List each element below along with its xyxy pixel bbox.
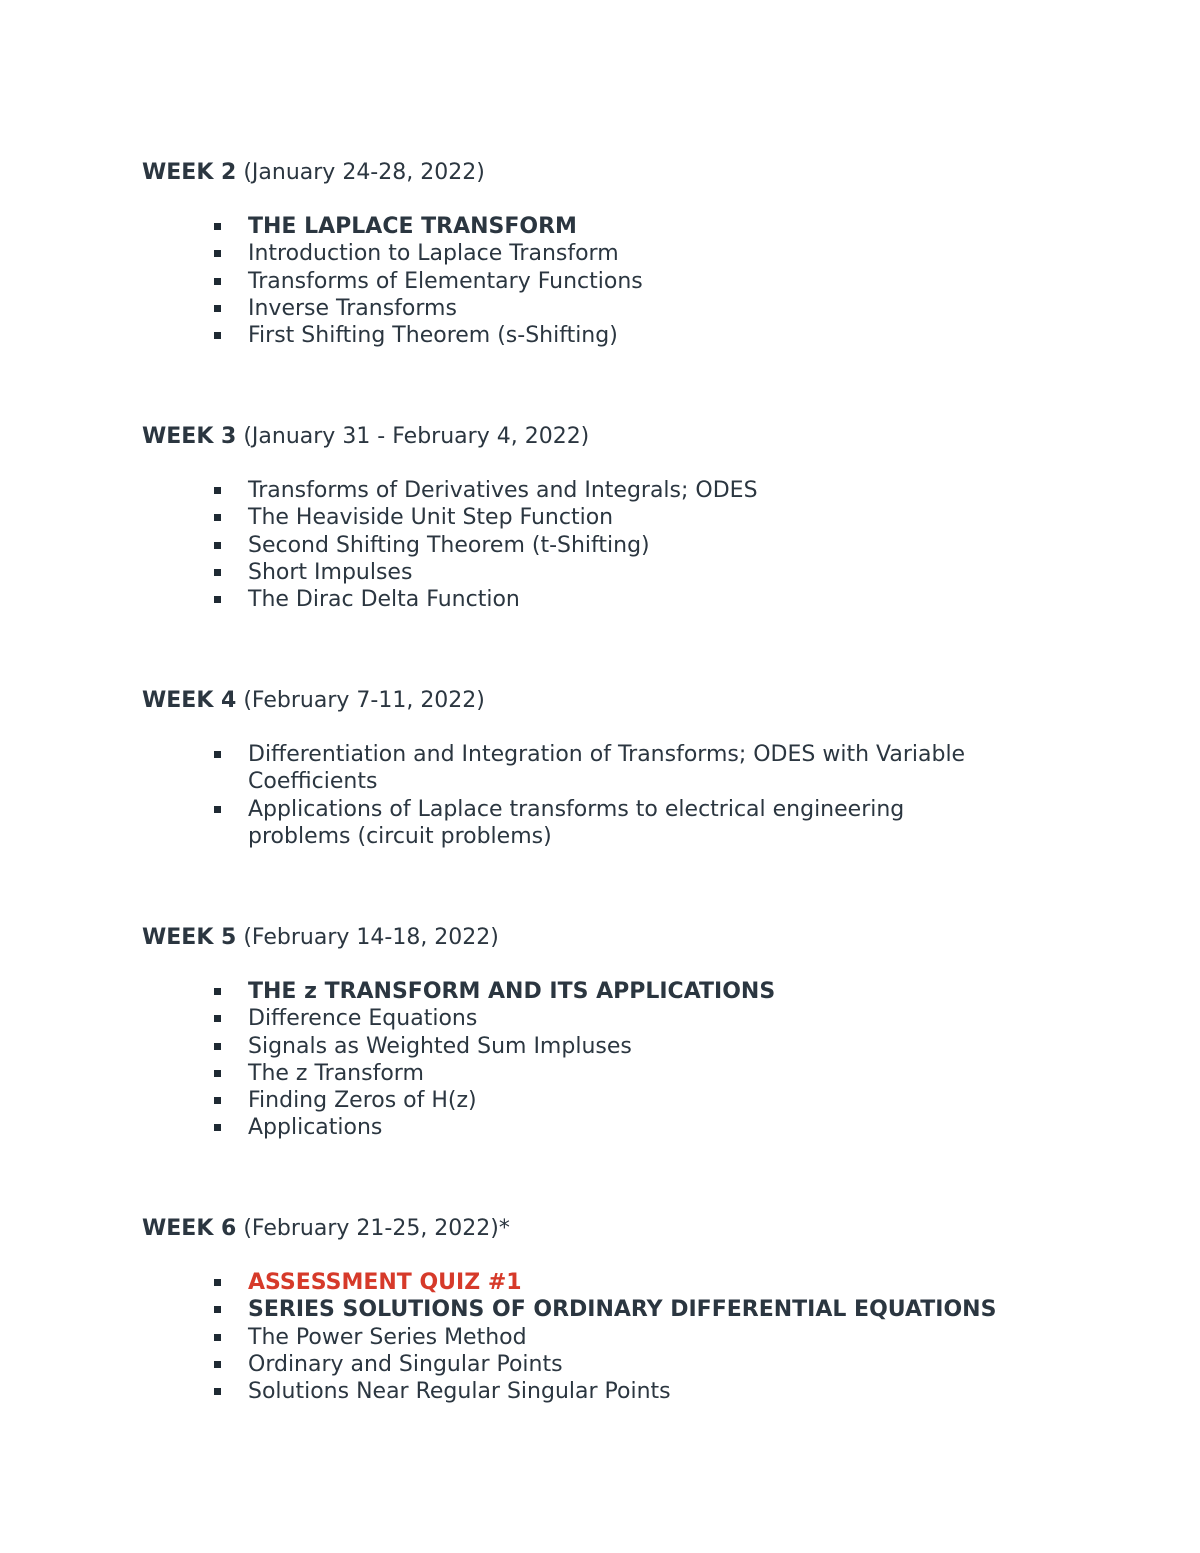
topic-text: Difference Equations	[248, 1006, 478, 1032]
topic-list	[142, 213, 1102, 349]
topic-text: The Power Series Method	[248, 1324, 527, 1350]
week-heading	[142, 687, 1102, 715]
list-item	[142, 978, 1102, 1005]
square-bullet-icon	[214, 250, 221, 257]
list-item	[142, 741, 1048, 796]
square-bullet-icon	[214, 1334, 221, 1341]
list-item	[142, 322, 1102, 349]
list-item	[142, 1114, 1102, 1141]
week-dates: (January 24-28, 2022)	[236, 160, 485, 185]
topic-list	[142, 1269, 1102, 1405]
list-item	[142, 477, 1102, 504]
square-bullet-icon	[214, 596, 221, 603]
week-dates: (February 7-11, 2022)	[236, 688, 485, 713]
list-item	[142, 1033, 1102, 1060]
list-item	[142, 1296, 1102, 1323]
week-dates: (January 31 - February 4, 2022)	[236, 424, 590, 449]
week-label: WEEK 6	[142, 1216, 237, 1241]
topic-text: Inverse Transforms	[248, 295, 457, 321]
week-dates: (February 14-18, 2022)	[236, 925, 499, 950]
square-bullet-icon	[214, 514, 221, 521]
topic-text: Signals as Weighted Sum Impluses	[248, 1033, 632, 1059]
week-heading	[142, 159, 1102, 187]
list-item	[142, 504, 1102, 531]
list-item	[142, 1060, 1102, 1087]
week-heading	[142, 924, 1102, 952]
week-3-section	[142, 423, 1102, 613]
square-bullet-icon	[214, 1097, 221, 1104]
week-2-section	[142, 159, 1102, 349]
topic-text: The Dirac Delta Function	[248, 587, 520, 613]
topic-text: Applications	[248, 1115, 383, 1141]
square-bullet-icon	[214, 1361, 221, 1368]
square-bullet-icon	[214, 1124, 221, 1131]
square-bullet-icon	[214, 278, 221, 285]
square-bullet-icon	[214, 542, 221, 549]
square-bullet-icon	[214, 1279, 221, 1286]
list-item	[142, 240, 1102, 267]
list-item	[142, 1087, 1102, 1114]
list-item	[142, 1324, 1102, 1351]
square-bullet-icon	[214, 487, 221, 494]
week-heading	[142, 1215, 1102, 1243]
square-bullet-icon	[214, 1043, 221, 1050]
topic-text: Differentiation and Integration of Transforms; ODES with Variable Coefficients	[248, 742, 966, 795]
square-bullet-icon	[214, 332, 221, 339]
topic-text: The Heaviside Unit Step Function	[248, 505, 614, 531]
topic-text: Finding Zeros of H(z)	[248, 1088, 477, 1114]
topic-text: THE z TRANSFORM AND ITS APPLICATIONS	[248, 979, 776, 1004]
topic-text: Transforms of Elementary Functions	[248, 268, 643, 294]
week-label: WEEK 3	[142, 424, 237, 449]
list-item	[142, 532, 1102, 559]
topic-list	[142, 741, 1102, 850]
square-bullet-icon	[214, 751, 221, 758]
square-bullet-icon	[214, 1306, 221, 1313]
topic-list	[142, 978, 1102, 1142]
topic-text: Second Shifting Theorem (t-Shifting)	[248, 532, 650, 558]
week-6-section	[142, 1215, 1102, 1405]
week-label: WEEK 4	[142, 688, 237, 713]
square-bullet-icon	[214, 569, 221, 576]
topic-text: The z Transform	[248, 1060, 424, 1086]
list-item	[142, 1005, 1102, 1032]
topic-text: Transforms of Derivatives and Integrals; ODES	[248, 478, 758, 503]
topic-text: Applications of Laplace transforms to electrical engineering problems (circuit problems)	[248, 796, 905, 849]
topic-text: Short Impulses	[248, 559, 413, 585]
topic-text: ASSESSMENT QUIZ #1	[248, 1270, 522, 1295]
topic-list	[142, 477, 1102, 613]
topic-text: Introduction to Laplace Transform	[248, 241, 619, 267]
square-bullet-icon	[214, 806, 221, 813]
week-heading	[142, 423, 1102, 451]
list-item	[142, 213, 1102, 240]
square-bullet-icon	[214, 1070, 221, 1077]
list-item	[142, 1378, 1102, 1405]
topic-text: Solutions Near Regular Singular Points	[248, 1379, 671, 1405]
week-label: WEEK 5	[142, 925, 237, 950]
week-5-section	[142, 924, 1102, 1142]
square-bullet-icon	[214, 1015, 221, 1022]
square-bullet-icon	[214, 305, 221, 312]
square-bullet-icon	[214, 1388, 221, 1395]
list-item	[142, 1269, 1102, 1296]
list-item	[142, 1351, 1102, 1378]
week-4-section	[142, 687, 1102, 850]
list-item	[142, 559, 1102, 586]
square-bullet-icon	[214, 988, 221, 995]
topic-text: SERIES SOLUTIONS OF ORDINARY DIFFERENTIAL EQUATIONS	[248, 1297, 997, 1323]
topic-text: THE LAPLACE TRANSFORM	[248, 214, 577, 239]
list-item	[142, 295, 1102, 322]
topic-text: Ordinary and Singular Points	[248, 1351, 563, 1377]
week-dates: (February 21-25, 2022)*	[236, 1216, 510, 1241]
list-item	[142, 796, 988, 851]
list-item	[142, 268, 1102, 295]
list-item	[142, 586, 1102, 613]
square-bullet-icon	[214, 223, 221, 230]
week-label: WEEK 2	[142, 160, 237, 185]
topic-text: First Shifting Theorem (s-Shifting)	[248, 323, 618, 349]
